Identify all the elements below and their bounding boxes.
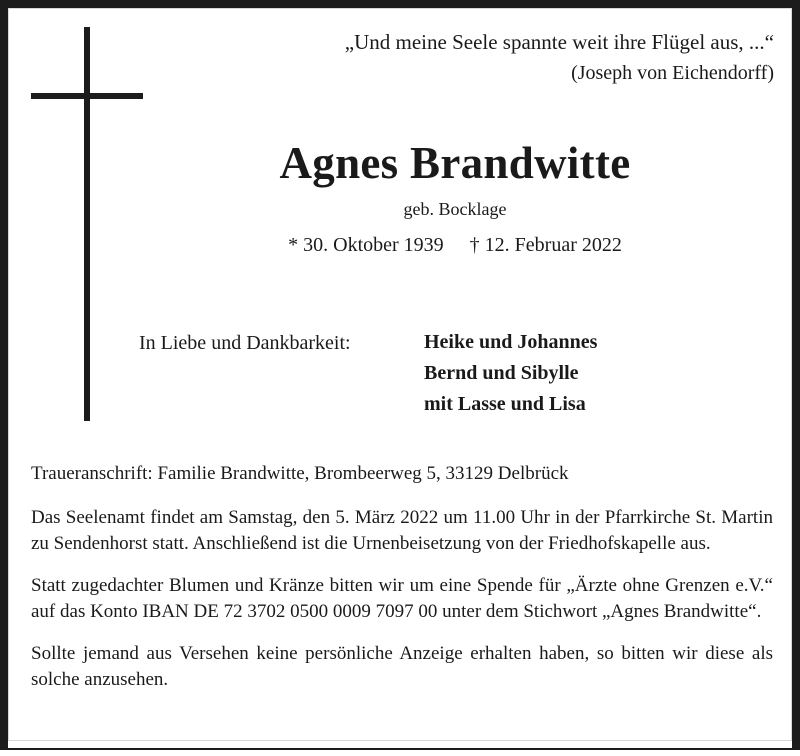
donation-request: Statt zugedachter Blumen und Kränze bitten wir um eine Spende für „Ärzte ohne Grenzen e.V.“ auf das Konto IBAN DE 72 3702 0500 0009 7097 00 unter dem Stichwort „Agnes Brandwitte“. <box>31 575 773 622</box>
death-date: † 12. Februar 2022 <box>469 234 622 256</box>
deceased-identity <box>119 137 791 259</box>
border-bottom <box>0 748 800 750</box>
latin-cross-crossbar-icon <box>31 93 143 99</box>
notice-canvas <box>9 9 791 740</box>
border-left <box>0 0 8 748</box>
survivor-line: Heike und Johannes <box>424 331 598 353</box>
border-top <box>0 0 800 8</box>
quote-author: (Joseph von Eichendorff) <box>571 62 774 84</box>
survivors-intro: In Liebe und Dankbarkeit: <box>139 332 351 354</box>
border-right <box>792 0 800 748</box>
mourning-address: Traueranschrift: Familie Brandwitte, Brombeerweg 5, 33129 Delbrück <box>31 463 569 484</box>
notice-body <box>31 461 773 693</box>
latin-cross-icon <box>84 27 90 421</box>
life-dates <box>119 231 791 259</box>
epitaph-quote <box>159 27 774 88</box>
birth-date: * 30. Oktober 1939 <box>288 234 444 256</box>
survivor-line: Bernd und Sibylle <box>424 362 579 384</box>
survivors-names <box>424 327 597 420</box>
funeral-service-details: Das Seelenamt findet am Samstag, den 5. März 2022 um 11.00 Uhr in der Pfarrkirche St. Martin zu Sendenhorst statt. Anschließend ist die Urnenbeisetzung von der Friedhofskapelle aus. <box>31 507 773 554</box>
quote-text: „Und meine Seele spannte weit ihre Flügel aus, ...“ <box>344 30 774 54</box>
deceased-maiden-name: geb. Bocklage <box>403 199 507 219</box>
deceased-name: Agnes Brandwitte <box>279 138 631 188</box>
survivor-line: mit Lasse und Lisa <box>424 393 586 415</box>
apology-note: Sollte jemand aus Versehen keine persönliche Anzeige erhalten haben, so bitten wir diese als solche anzusehen. <box>31 643 773 690</box>
